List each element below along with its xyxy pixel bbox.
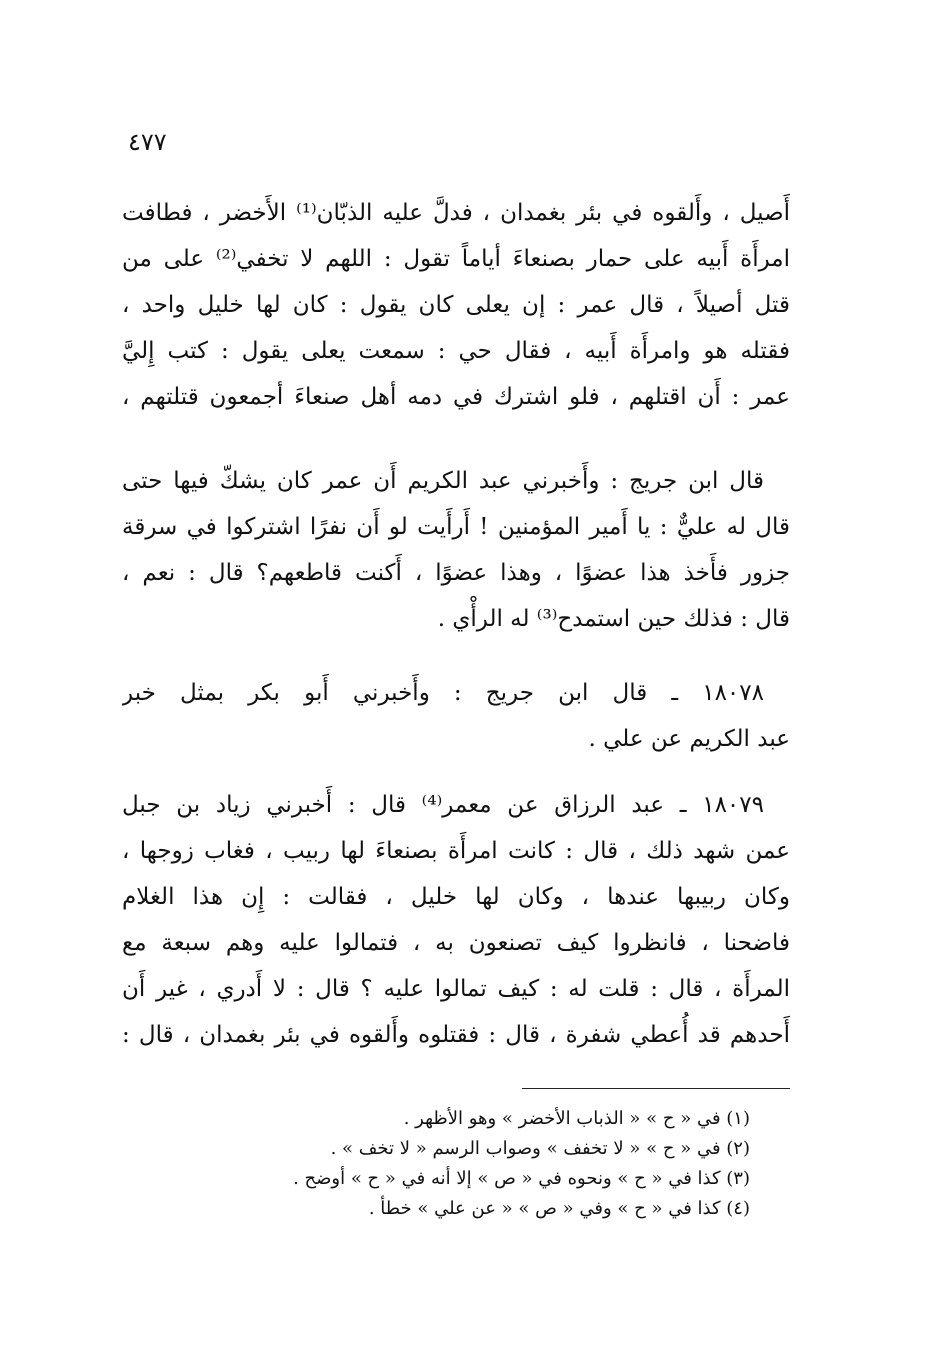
text-line: أَصيل ، وأَلقوه في بئر بغمدان ، فدلَّ عليه الذبّان⁽¹⁾ الأَخضر ، فطافت bbox=[122, 200, 790, 226]
text-line: امرأَة أَبيه على حمار بصنعاءَ أياماً تقول : اللهم لا تخفي⁽²⁾ على من bbox=[122, 246, 790, 272]
footnote-divider bbox=[522, 1088, 790, 1089]
footnote: (٤) كذا في « ح » وفي « ص » « عن علي » خطأ . bbox=[368, 1198, 750, 1219]
text-line: عمن شهد ذلك ، قال : كانت امرأَة بصنعاءَ لها ربيب ، فغاب زوجها ، bbox=[122, 838, 790, 864]
text-line: ١٨٠٧٨ ـ قال ابن جريج : وأَخبرني أَبو بكر بمثل خبر bbox=[122, 680, 764, 706]
text-line: أَحدهم قد أُعطي شفرة ، قال : فقتلوه وأَلقوه في بئر بغمدان ، قال : bbox=[122, 1022, 790, 1048]
footnote: (١) في « ح » « الذباب الأخضر » وهو الأظهر . bbox=[403, 1108, 750, 1129]
text-line: عبد الكريم عن علي . bbox=[588, 726, 790, 752]
text-line: المرأَة ، قال : قلت له : كيف تمالوا عليه ؟ قال : لا أَدري ، غير أَن bbox=[122, 976, 790, 1002]
text-line: وكان ربيبها عندها ، وكان لها خليل ، فقالت : إِن هذا الغلام bbox=[122, 884, 790, 910]
footnote: (٣) كذا في « ح » ونحوه في « ص » إلا أنه في « ح » أوضح . bbox=[293, 1168, 750, 1189]
paragraph-2 bbox=[122, 458, 790, 642]
text-line: قال له عليٌّ : يا أَمير المؤمنين ! أَرأَيت لو أَن نفرًا اشتركوا في سرقة bbox=[122, 514, 790, 540]
text-line: عمر : أَن اقتلهم ، فلو اشترك في دمه أهل صنعاءَ أجمعون قتلتهم ، bbox=[122, 384, 790, 410]
text-line: فاضحنا ، فانظروا كيف تصنعون به ، فتمالوا عليه وهم سبعة مع bbox=[122, 930, 790, 956]
text-line: فقتله هو وامرأَة أَبيه ، فقال حي : سمعت يعلى يقول : كتب إِليَّ bbox=[122, 338, 790, 364]
footnotes bbox=[180, 1104, 750, 1224]
text-line: جزور فأَخذ هذا عضوًا ، وهذا عضوًا ، أَكنت قاطعهم؟ قال : نعم ، bbox=[122, 560, 790, 586]
paragraph-1 bbox=[122, 190, 790, 420]
text-line: ١٨٠٧٩ ـ عبد الرزاق عن معمر⁽⁴⁾ قال : أَخبرني زياد بن جبل bbox=[122, 792, 764, 818]
footnote: (٢) في « ح » « لا تخفف » وصواب الرسم « لا تخف » . bbox=[330, 1138, 750, 1159]
text-line: قال : فذلك حين استمدح⁽³⁾ له الرأْي . bbox=[437, 606, 790, 632]
paragraph-4 bbox=[122, 782, 790, 1058]
page-number: ٤٧٧ bbox=[128, 128, 167, 156]
text-line: قال ابن جريج : وأَخبرني عبد الكريم أَن عمر كان يشكّ فيها حتى bbox=[122, 468, 764, 494]
text-line: قتل أصيلاً ، قال عمر : إن يعلى كان يقول : كان لها خليل واحد ، bbox=[122, 292, 790, 318]
paragraph-3 bbox=[122, 670, 790, 762]
